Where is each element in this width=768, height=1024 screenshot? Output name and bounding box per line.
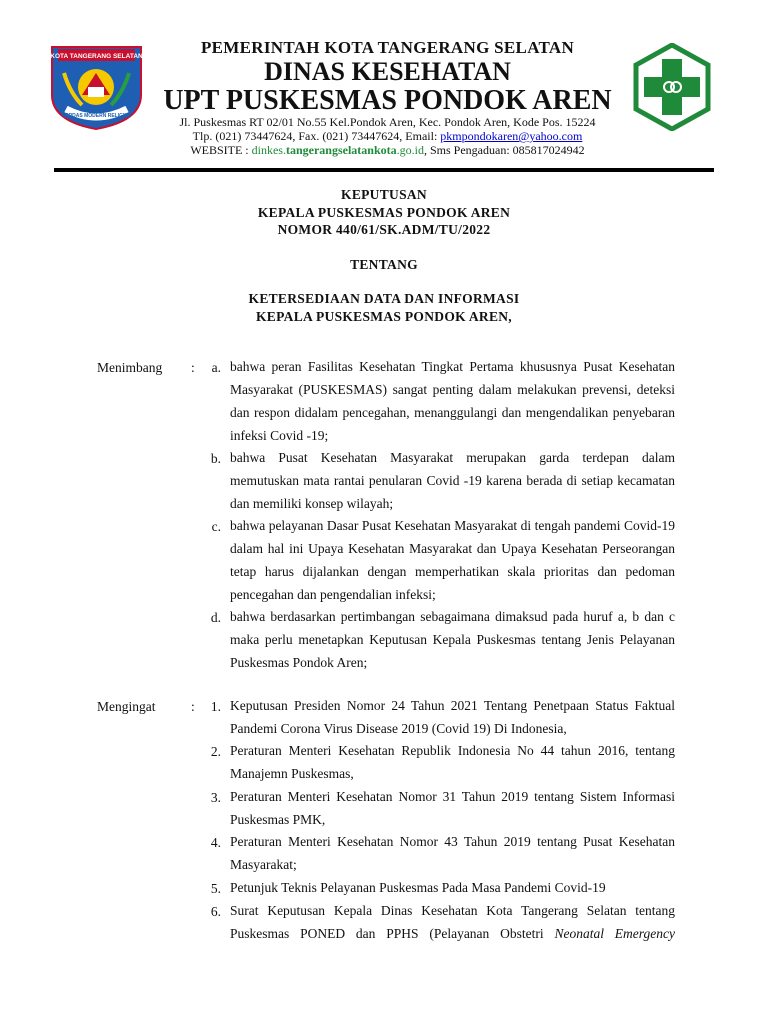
website-link-a[interactable]: dinkes.: [251, 143, 286, 157]
mengingat-item-2: Peraturan Menteri Kesehatan Republik Indonesia No 44 tahun 2016, tentang Manajemn Puskesmas,: [230, 743, 675, 781]
menimbang-mark-c: c.: [211, 519, 221, 534]
mengingat-item-5: Petunjuk Teknis Pelayanan Puskesmas Pada Masa Pandemi Covid-19: [230, 880, 606, 895]
decree-about: TENTANG: [350, 257, 418, 272]
mengingat-mark-6: 6.: [210, 904, 221, 919]
unit-name: UPT PUSKESMAS PONDOK AREN: [163, 85, 612, 116]
menimbang-item-b: bahwa Pusat Kesehatan Masyarakat merupakan garda terdepan dalam memutuskan mata rantai penularan Covid -19 karena berada di setiap kecamatan dan memiliki konsep wilayah;: [230, 450, 675, 511]
menimbang-mark-d: d.: [210, 610, 221, 625]
logo-city-text: KOTA TANGERANG SELATAN: [50, 53, 143, 60]
website-line: [150, 143, 625, 157]
health-cross-logo: [632, 43, 712, 131]
mengingat-mark-5: 5.: [210, 881, 221, 896]
department-name: DINAS KESEHATAN: [264, 57, 511, 86]
logo-motto-text: CERDAS MODERN RELIGIUS: [61, 113, 132, 119]
government-name: PEMERINTAH KOTA TANGERANG SELATAN: [200, 38, 575, 57]
mengingat-item-6-italic: Neonatal Emergency: [554, 926, 675, 941]
mengingat-mark-2: 2.: [210, 744, 221, 759]
mengingat-item-3: Peraturan Menteri Kesehatan Nomor 31 Tahun 2019 tentang Sistem Informasi Puskesmas PMK,: [230, 789, 675, 827]
mengingat-item-1: Keputusan Presiden Nomor 24 Tahun 2021 Tentang Penetpaan Status Faktual Pandemi Corona Virus Disease 2019 (Covid 19) Di Indonesia,: [230, 698, 675, 736]
decree-subject-2: KEPALA PUSKESMAS PONDOK AREN,: [256, 309, 512, 324]
address-line: Jl. Puskesmas RT 02/01 No.55 Kel.Pondok Aren, Kec. Pondok Aren, Kode Pos. 15224: [179, 115, 596, 129]
website-link-b[interactable]: tangerangselatankota: [285, 143, 397, 157]
decree-issuer: KEPALA PUSKESMAS PONDOK AREN: [257, 205, 511, 220]
menimbang-item-a: bahwa peran Fasilitas Kesehatan Tingkat Pertama khususnya Pusat Kesehatan Masyarakat (PUSKESMAS) sangat penting dalam melakukan prevensi, deteksi dan respon didalam pencegahan, menanggulangi dan mengendalikan penyebaran infeksi Covid -19;: [230, 359, 675, 443]
menimbang-label: Menimbang: [97, 360, 163, 375]
menimbang-item-c: bahwa pelayanan Dasar Pusat Kesehatan Masyarakat di tengah pandemi Covid-19 dalam hal ini Upaya Kesehatan Masyarakat dan Upaya Kesehatan Perseorangan tetap harus dijalankan dengan memperhatikan skala prioritas dan pedoman pencegahan dan pengendalian infeksi;: [230, 518, 675, 602]
menimbang-mark-a: a.: [211, 360, 221, 375]
website-label: WEBSITE :: [190, 143, 252, 157]
header-divider: [54, 168, 714, 172]
mengingat-item-4: Peraturan Menteri Kesehatan Nomor 43 Tahun 2019 tentang Pusat Kesehatan Masyarakat;: [230, 834, 675, 872]
mengingat-mark-3: 3.: [210, 790, 221, 805]
mengingat-label: Mengingat: [97, 699, 156, 714]
city-emblem-logo: [44, 43, 149, 131]
decree-title: KEPUTUSAN: [341, 187, 427, 202]
sms-complaint: , Sms Pengaduan: 085817024942: [424, 143, 585, 157]
mengingat-colon: :: [191, 699, 195, 714]
website-link-c[interactable]: .go.id: [396, 143, 424, 157]
menimbang-colon: :: [191, 360, 195, 375]
email-link[interactable]: pkmpondokaren@yahoo.com: [440, 129, 583, 143]
mengingat-mark-4: 4.: [210, 835, 221, 850]
mengingat-mark-1: 1.: [210, 699, 221, 714]
phone-fax: Tlp. (021) 73447624, Fax. (021) 73447624, Email:: [192, 129, 441, 143]
decree-number: NOMOR 440/61/SK.ADM/TU/2022: [277, 222, 491, 237]
menimbang-item-d: bahwa berdasarkan pertimbangan sebagaimana dimaksud pada huruf a, b dan c maka perlu menetapkan Keputusan Kepala Puskesmas tentang Jenis Pelayanan Puskesmas Pondok Aren;: [230, 609, 675, 670]
mengingat-item-6: [230, 899, 675, 945]
decree-subject-1: KETERSEDIAAN DATA DAN INFORMASI: [248, 291, 520, 306]
contact-line: [150, 129, 625, 143]
menimbang-mark-b: b.: [210, 451, 221, 466]
mengingat-item-6-text: Surat Keputusan Kepala Dinas Kesehatan Kota Tangerang Selatan tentang Puskesmas PONED dan PPHS (Pelayanan Obstetri: [230, 903, 675, 941]
